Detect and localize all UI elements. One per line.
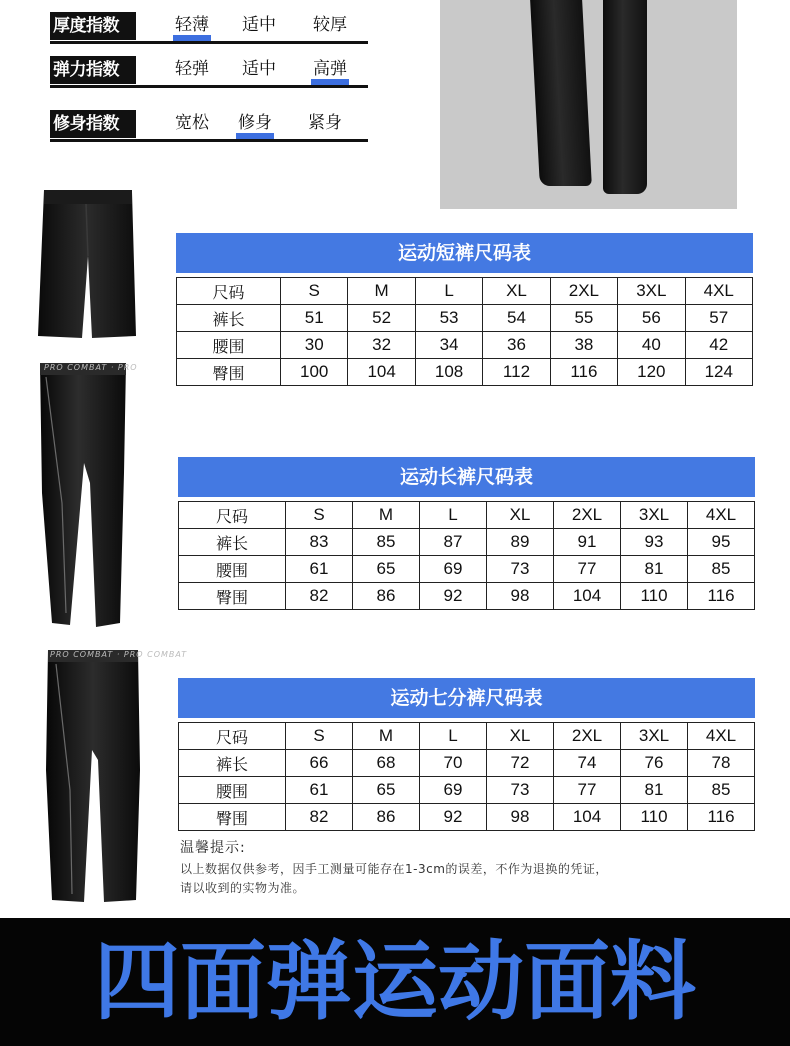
header-cell: M	[353, 723, 420, 750]
row-label: 腰围	[179, 556, 286, 583]
table-cell: 68	[353, 750, 420, 777]
table-cell: 85	[688, 777, 755, 804]
row-label: 裤长	[179, 750, 286, 777]
table-cell: 92	[420, 804, 487, 831]
table-cell: 124	[685, 359, 752, 386]
shorts-icon	[36, 186, 136, 342]
table-cell: 40	[618, 332, 685, 359]
table-cell: 104	[554, 583, 621, 610]
table-cell: 87	[420, 529, 487, 556]
product-photo-shorts	[36, 186, 136, 342]
header-cell: 3XL	[621, 502, 688, 529]
index-option: 适中	[242, 15, 276, 35]
banner-text: 四面弹运动面料	[94, 932, 696, 1032]
table-cell: 100	[281, 359, 348, 386]
header-cell: L	[415, 278, 482, 305]
table-title: 运动短裤尺码表	[176, 233, 753, 273]
table-cell: 104	[554, 804, 621, 831]
table-cell: 61	[286, 777, 353, 804]
table-cell: 32	[348, 332, 415, 359]
size-table-long-pants	[178, 457, 755, 610]
index-underline	[50, 85, 368, 88]
index-option: 高弹	[313, 54, 347, 79]
header-cell: L	[420, 502, 487, 529]
table-row	[177, 332, 753, 359]
table-cell: 98	[487, 583, 554, 610]
header-cell: S	[286, 723, 353, 750]
table-cell: 73	[487, 777, 554, 804]
table-cell: 61	[286, 556, 353, 583]
table-cell: 83	[286, 529, 353, 556]
header-cell: 尺码	[179, 723, 286, 750]
table-cell: 104	[348, 359, 415, 386]
tip-title: 温馨提示:	[180, 840, 246, 856]
index-option: 适中	[242, 59, 276, 79]
table-cell: 92	[420, 583, 487, 610]
table-cell: 51	[281, 305, 348, 332]
index-label: 弹力指数	[50, 56, 136, 84]
leg-right	[603, 0, 647, 194]
table-cell: 116	[550, 359, 617, 386]
table-cell: 65	[353, 777, 420, 804]
table-row	[177, 359, 753, 386]
table-header-row	[179, 723, 755, 750]
table-cell: 91	[554, 529, 621, 556]
table-cell: 98	[487, 804, 554, 831]
table-cell: 54	[483, 305, 550, 332]
waistband-text: PRO COMBAT · PRO COMBAT	[50, 650, 188, 659]
header-cell: XL	[487, 723, 554, 750]
row-label: 臀围	[179, 583, 286, 610]
table-cell: 77	[554, 556, 621, 583]
table-header-row	[177, 278, 753, 305]
row-label: 腰围	[179, 777, 286, 804]
table-title: 运动七分裤尺码表	[178, 678, 755, 718]
table-cell: 112	[483, 359, 550, 386]
table-cell: 82	[286, 583, 353, 610]
product-photo-legs	[440, 0, 737, 209]
table-cell: 30	[281, 332, 348, 359]
row-label: 裤长	[179, 529, 286, 556]
table-cell: 81	[621, 556, 688, 583]
header-cell: M	[348, 278, 415, 305]
table-row	[179, 750, 755, 777]
size-table	[178, 501, 755, 610]
table-cell: 69	[420, 556, 487, 583]
index-option: 紧身	[308, 113, 342, 133]
table-cell: 72	[487, 750, 554, 777]
table-cell: 85	[688, 556, 755, 583]
table-cell: 52	[348, 305, 415, 332]
table-title: 运动长裤尺码表	[178, 457, 755, 497]
table-cell: 53	[415, 305, 482, 332]
header-cell: S	[286, 502, 353, 529]
long-pants-icon	[40, 363, 138, 631]
table-row	[179, 556, 755, 583]
leg-left	[530, 0, 592, 186]
row-label: 臀围	[177, 359, 281, 386]
table-cell: 77	[554, 777, 621, 804]
header-cell: 4XL	[685, 278, 752, 305]
header-cell: 尺码	[179, 502, 286, 529]
table-cell: 78	[688, 750, 755, 777]
header-cell: 尺码	[177, 278, 281, 305]
table-cell: 110	[621, 583, 688, 610]
header-cell: XL	[483, 278, 550, 305]
index-underline	[50, 139, 368, 142]
header-cell: 4XL	[688, 723, 755, 750]
header-cell: 4XL	[688, 502, 755, 529]
index-option: 宽松	[175, 113, 209, 133]
header-cell: M	[353, 502, 420, 529]
table-cell: 116	[688, 583, 755, 610]
table-cell: 93	[621, 529, 688, 556]
size-table	[176, 277, 753, 386]
table-cell: 73	[487, 556, 554, 583]
table-cell: 74	[554, 750, 621, 777]
table-cell: 69	[420, 777, 487, 804]
table-cell: 108	[415, 359, 482, 386]
table-row	[179, 529, 755, 556]
table-cell: 82	[286, 804, 353, 831]
table-header-row	[179, 502, 755, 529]
table-cell: 57	[685, 305, 752, 332]
index-label: 厚度指数	[50, 12, 136, 40]
header-cell: 3XL	[618, 278, 685, 305]
row-label: 臀围	[179, 804, 286, 831]
fabric-banner	[0, 918, 790, 1046]
row-label: 腰围	[177, 332, 281, 359]
table-row	[177, 305, 753, 332]
table-cell: 70	[420, 750, 487, 777]
index-option: 修身	[238, 108, 272, 133]
header-cell: XL	[487, 502, 554, 529]
table-row	[179, 777, 755, 804]
size-table-shorts	[176, 233, 753, 386]
table-cell: 65	[353, 556, 420, 583]
index-option: 较厚	[313, 15, 347, 35]
table-row	[179, 583, 755, 610]
table-cell: 34	[415, 332, 482, 359]
table-cell: 66	[286, 750, 353, 777]
size-table	[178, 722, 755, 831]
header-cell: L	[420, 723, 487, 750]
table-cell: 116	[688, 804, 755, 831]
header-cell: 2XL	[550, 278, 617, 305]
table-cell: 38	[550, 332, 617, 359]
table-cell: 110	[621, 804, 688, 831]
table-cell: 36	[483, 332, 550, 359]
index-row-thickness	[50, 0, 368, 44]
capri-pants-icon	[44, 650, 188, 904]
table-cell: 120	[618, 359, 685, 386]
table-cell: 86	[353, 804, 420, 831]
index-option: 轻弹	[175, 59, 209, 79]
table-cell: 56	[618, 305, 685, 332]
index-label: 修身指数	[50, 110, 136, 138]
index-option: 轻薄	[175, 10, 209, 35]
index-row-fit	[50, 98, 368, 142]
table-cell: 89	[487, 529, 554, 556]
table-cell: 95	[688, 529, 755, 556]
table-cell: 55	[550, 305, 617, 332]
table-cell: 81	[621, 777, 688, 804]
index-row-elasticity	[50, 44, 368, 88]
tip-line: 请以收到的实物为准。	[180, 881, 306, 895]
product-photo-capri-pants	[44, 650, 188, 904]
header-cell: 2XL	[554, 502, 621, 529]
table-cell: 42	[685, 332, 752, 359]
table-cell: 86	[353, 583, 420, 610]
table-row	[179, 804, 755, 831]
product-photo-long-pants	[40, 363, 138, 631]
table-cell: 76	[621, 750, 688, 777]
header-cell: 2XL	[554, 723, 621, 750]
row-label: 裤长	[177, 305, 281, 332]
header-cell: S	[281, 278, 348, 305]
tip-line: 以上数据仅供参考，因手工测量可能存在1-3cm的误差，不作为退换的凭证，	[180, 862, 608, 876]
table-cell: 85	[353, 529, 420, 556]
header-cell: 3XL	[621, 723, 688, 750]
waistband-text: PRO COMBAT · PRO	[44, 363, 138, 372]
size-table-capri-pants	[178, 678, 755, 831]
